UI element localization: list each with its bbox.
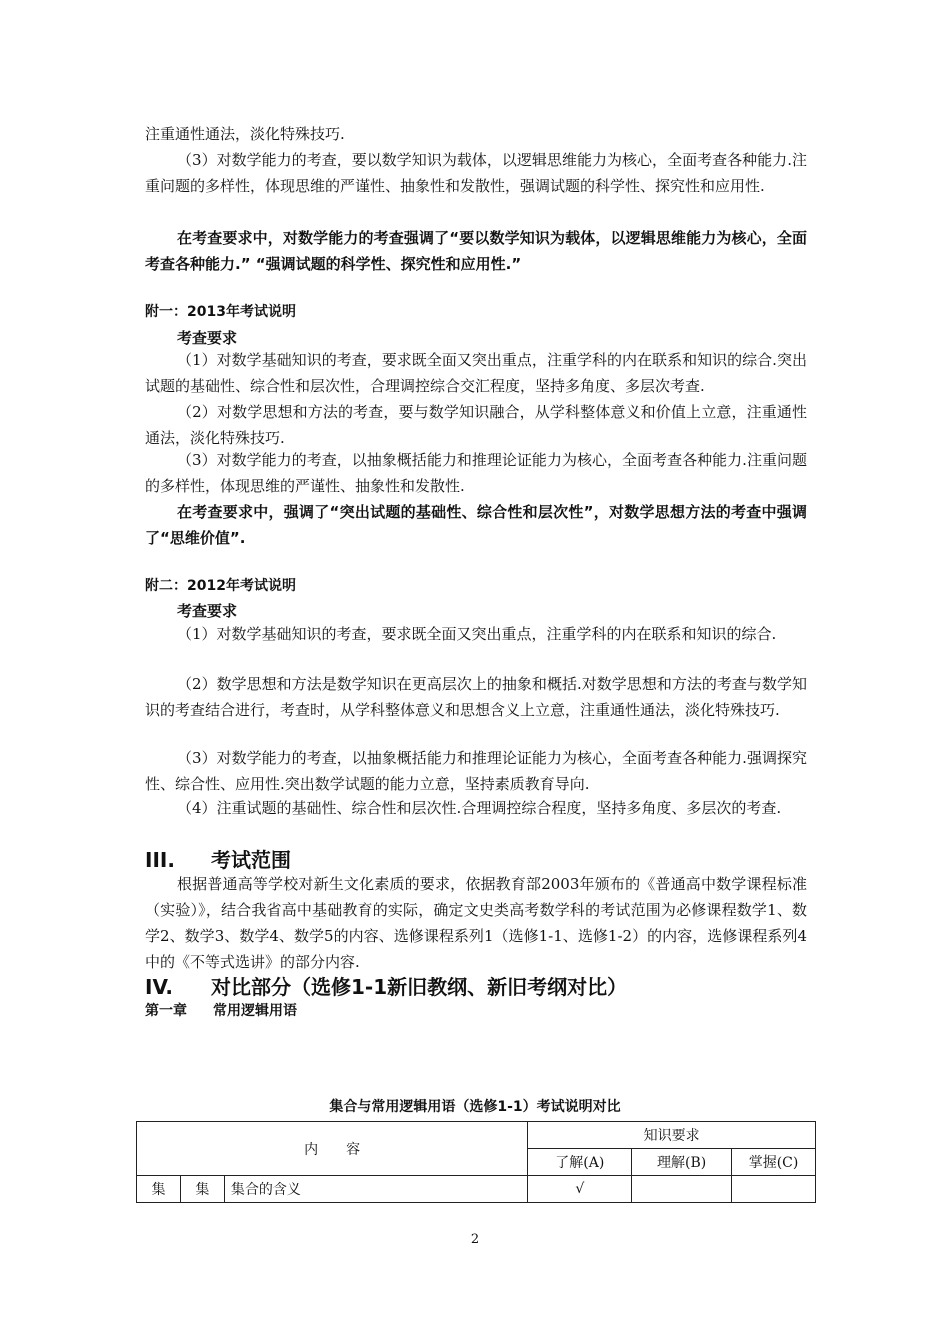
appendix1-subheading: 考查要求: [177, 329, 238, 347]
level-c-cell: [732, 1176, 816, 1203]
appendix1-summary: 在考查要求中，强调了“突出试题的基础性、综合性和层次性”，对数学思想方法的考查中强调了“思维价值”.: [145, 503, 807, 547]
appendix2-heading: 附二：2012年考试说明: [145, 578, 296, 594]
section-3-number: III.: [145, 848, 175, 872]
appendix1-heading: 附一：2013年考试说明: [145, 304, 296, 320]
appendix2-item-3: （3）对数学能力的考查，以抽象概括能力和推理论证能力为核心，全面考查各种能力.强调探究性、综合性、应用性.突出数学试题的能力立意，坚持素质教育导向.: [145, 749, 807, 793]
section-3-body: 根据普通高等学校对新生文化素质的要求，依据教育部2003年颁布的《普通高中数学课程标准（实验）》，结合我省高中基础教育的实际，确定文史类高考数学科的考试范围为必修课程数学1、数学2、数学3、数学4、数学5的内容、选修课程系列1（选修1-1、选修1-2）的内容，选修课程系列4中的《不等式选讲》的部分内容.: [145, 875, 807, 971]
level-a-header: 了解(A): [528, 1149, 632, 1176]
paragraph-continuation: 注重通性通法，淡化特殊技巧.: [145, 125, 345, 143]
section-3-heading: [145, 844, 291, 873]
section-4-title: 对比部分（选修1-1新旧教纲、新旧考纲对比）: [211, 975, 628, 999]
paragraph-math-ability: （3）对数学能力的考查，要以数学知识为载体，以逻辑思维能力为核心，全面考查各种能力.注重问题的多样性，体现思维的严谨性、抽象性和发散性，强调试题的科学性、探究性和应用性.: [145, 151, 807, 195]
level-b-header: 理解(B): [632, 1149, 732, 1176]
appendix2-item-2: （2）数学思想和方法是数学知识在更高层次上的抽象和概括.对数学思想和方法的考查与数学知识的考查结合进行，考查时，从学科整体意义和思想含义上立意，注重通性通法，淡化特殊技巧.: [145, 675, 807, 719]
subcategory-cell: 集: [180, 1176, 224, 1203]
category-cell: 集: [137, 1176, 181, 1203]
appendix1-item-1: （1）对数学基础知识的考查，要求既全面又突出重点，注重学科的内在联系和知识的综合.突出试题的基础性、综合性和层次性，合理调控综合交汇程度，坚持多角度、多层次考查.: [145, 351, 807, 395]
level-b-cell: [632, 1176, 732, 1203]
section-4-number: IV.: [145, 975, 173, 999]
table-row: [137, 1176, 816, 1203]
chapter-heading: [145, 1000, 297, 1020]
chapter-title: 常用逻辑用语: [213, 1003, 297, 1019]
chapter-label: 第一章: [145, 1003, 187, 1019]
content-header-cell: 内 容: [137, 1122, 528, 1176]
paragraph-emphasis-summary: 在考查要求中，对数学能力的考查强调了“要以数学知识为载体，以逻辑思维能力为核心，全面考查各种能力.” “强调试题的科学性、探究性和应用性.”: [145, 229, 807, 273]
level-c-header: 掌握(C): [732, 1149, 816, 1176]
section-3-title: 考试范围: [211, 848, 291, 872]
item-cell: 集合的含义: [224, 1176, 527, 1203]
page-number: 2: [470, 1232, 480, 1247]
requirements-header-cell: 知识要求: [528, 1122, 816, 1149]
table-header-row: [137, 1122, 816, 1149]
level-a-cell: √: [528, 1176, 632, 1203]
appendix2-subheading: 考查要求: [177, 602, 238, 620]
appendix2-item-1: （1）对数学基础知识的考查，要求既全面又突出重点，注重学科的内在联系和知识的综合.: [177, 625, 777, 643]
table-caption: 集合与常用逻辑用语（选修1-1）考试说明对比: [329, 1099, 621, 1115]
appendix1-item-3: （3）对数学能力的考查，以抽象概括能力和推理论证能力为核心，全面考查各种能力.注重问题的多样性，体现思维的严谨性、抽象性和发散性.: [145, 451, 807, 495]
comparison-table: [136, 1121, 816, 1203]
appendix1-item-2: （2）对数学思想和方法的考查，要与数学知识融合，从学科整体意义和价值上立意，注重通性通法，淡化特殊技巧.: [145, 403, 807, 447]
appendix2-item-4: （4）注重试题的基础性、综合性和层次性.合理调控综合程度，坚持多角度、多层次的考查.: [177, 799, 782, 817]
section-4-heading: [145, 971, 627, 1000]
